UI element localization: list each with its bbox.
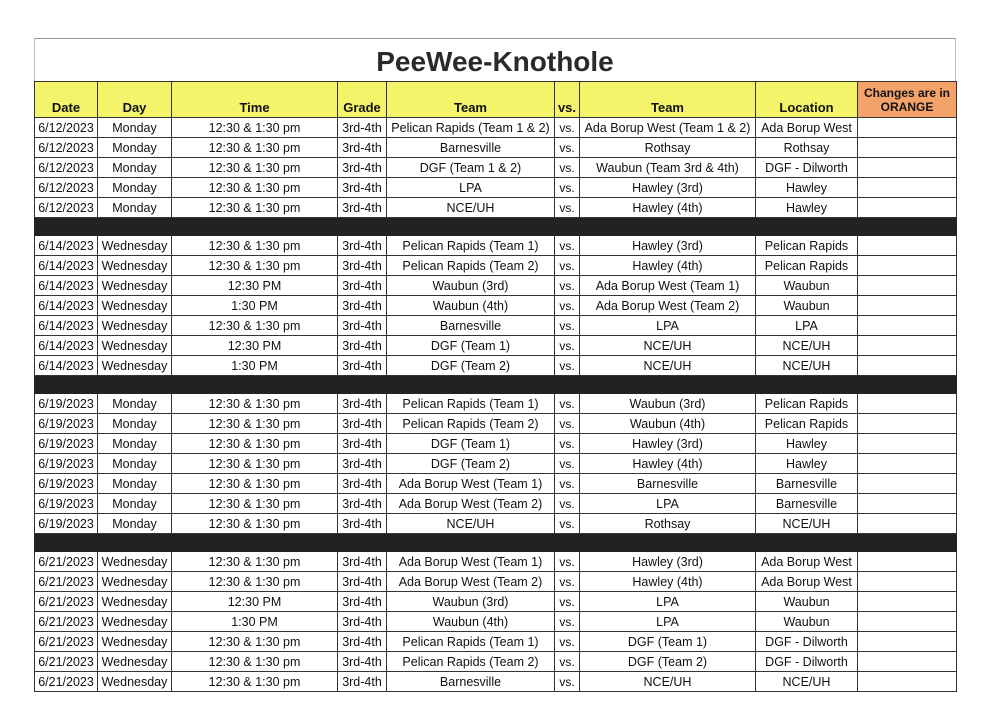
separator-bar [35, 376, 957, 394]
cell-date: 6/19/2023 [35, 474, 98, 494]
cell-time: 12:30 & 1:30 pm [172, 494, 338, 514]
cell-location: Hawley [756, 454, 858, 474]
cell-change [858, 474, 957, 494]
cell-team-away: Waubun (4th) [580, 414, 756, 434]
cell-date: 6/19/2023 [35, 434, 98, 454]
table-row [35, 414, 957, 434]
cell-day: Wednesday [98, 336, 172, 356]
cell-time: 12:30 PM [172, 592, 338, 612]
cell-change [858, 454, 957, 474]
table-row [35, 552, 957, 572]
cell-vs: vs. [555, 414, 580, 434]
cell-location: DGF - Dilworth [756, 632, 858, 652]
cell-team-away: Hawley (3rd) [580, 552, 756, 572]
cell-day: Wednesday [98, 612, 172, 632]
cell-time: 12:30 & 1:30 pm [172, 652, 338, 672]
cell-day: Monday [98, 158, 172, 178]
cell-time: 12:30 & 1:30 pm [172, 138, 338, 158]
cell-vs: vs. [555, 672, 580, 692]
cell-date: 6/21/2023 [35, 612, 98, 632]
cell-day: Monday [98, 474, 172, 494]
cell-grade: 3rd-4th [338, 414, 387, 434]
cell-vs: vs. [555, 178, 580, 198]
cell-time: 12:30 PM [172, 276, 338, 296]
cell-time: 12:30 & 1:30 pm [172, 514, 338, 534]
cell-day: Wednesday [98, 572, 172, 592]
cell-change [858, 434, 957, 454]
cell-grade: 3rd-4th [338, 552, 387, 572]
table-row [35, 672, 957, 692]
header-team-away: Team [580, 82, 756, 118]
cell-date: 6/21/2023 [35, 672, 98, 692]
cell-location: Pelican Rapids [756, 394, 858, 414]
cell-vs: vs. [555, 592, 580, 612]
cell-location: DGF - Dilworth [756, 652, 858, 672]
header-row [35, 82, 957, 118]
cell-vs: vs. [555, 632, 580, 652]
cell-team-home: Pelican Rapids (Team 1 & 2) [387, 118, 555, 138]
cell-team-home: Pelican Rapids (Team 2) [387, 414, 555, 434]
cell-location: Ada Borup West [756, 572, 858, 592]
table-row [35, 236, 957, 256]
cell-team-away: LPA [580, 316, 756, 336]
cell-change [858, 514, 957, 534]
cell-day: Monday [98, 414, 172, 434]
cell-grade: 3rd-4th [338, 236, 387, 256]
cell-date: 6/12/2023 [35, 198, 98, 218]
cell-team-home: DGF (Team 2) [387, 454, 555, 474]
cell-day: Monday [98, 434, 172, 454]
cell-time: 12:30 & 1:30 pm [172, 572, 338, 592]
header-team-home: Team [387, 82, 555, 118]
cell-grade: 3rd-4th [338, 138, 387, 158]
cell-change [858, 158, 957, 178]
cell-team-home: Waubun (4th) [387, 296, 555, 316]
cell-date: 6/12/2023 [35, 118, 98, 138]
cell-date: 6/21/2023 [35, 552, 98, 572]
cell-date: 6/19/2023 [35, 394, 98, 414]
week-separator-row [35, 218, 957, 236]
cell-grade: 3rd-4th [338, 612, 387, 632]
cell-team-away: Hawley (4th) [580, 572, 756, 592]
cell-time: 12:30 & 1:30 pm [172, 552, 338, 572]
cell-team-home: Ada Borup West (Team 2) [387, 494, 555, 514]
cell-team-home: Waubun (3rd) [387, 592, 555, 612]
cell-change [858, 356, 957, 376]
cell-change [858, 494, 957, 514]
cell-team-home: Waubun (4th) [387, 612, 555, 632]
table-row [35, 652, 957, 672]
cell-location: Hawley [756, 178, 858, 198]
cell-vs: vs. [555, 494, 580, 514]
schedule-table [34, 81, 957, 692]
cell-team-away: Rothsay [580, 138, 756, 158]
cell-day: Wednesday [98, 236, 172, 256]
cell-team-home: DGF (Team 1) [387, 434, 555, 454]
cell-time: 12:30 & 1:30 pm [172, 118, 338, 138]
cell-team-home: Barnesville [387, 138, 555, 158]
cell-grade: 3rd-4th [338, 394, 387, 414]
cell-grade: 3rd-4th [338, 198, 387, 218]
cell-vs: vs. [555, 356, 580, 376]
cell-change [858, 336, 957, 356]
cell-team-home: Ada Borup West (Team 1) [387, 474, 555, 494]
cell-time: 12:30 & 1:30 pm [172, 316, 338, 336]
cell-grade: 3rd-4th [338, 434, 387, 454]
cell-change [858, 118, 957, 138]
cell-change [858, 552, 957, 572]
cell-grade: 3rd-4th [338, 514, 387, 534]
cell-team-home: Pelican Rapids (Team 2) [387, 652, 555, 672]
cell-date: 6/19/2023 [35, 494, 98, 514]
cell-change [858, 198, 957, 218]
cell-vs: vs. [555, 434, 580, 454]
cell-date: 6/21/2023 [35, 592, 98, 612]
cell-location: NCE/UH [756, 356, 858, 376]
cell-team-away: Rothsay [580, 514, 756, 534]
cell-team-home: NCE/UH [387, 198, 555, 218]
table-row [35, 592, 957, 612]
cell-team-away: Waubun (Team 3rd & 4th) [580, 158, 756, 178]
cell-vs: vs. [555, 652, 580, 672]
cell-location: Barnesville [756, 474, 858, 494]
cell-change [858, 296, 957, 316]
cell-day: Monday [98, 198, 172, 218]
cell-location: Pelican Rapids [756, 414, 858, 434]
table-row [35, 256, 957, 276]
cell-date: 6/14/2023 [35, 316, 98, 336]
cell-team-away: Hawley (3rd) [580, 178, 756, 198]
cell-day: Wednesday [98, 296, 172, 316]
cell-grade: 3rd-4th [338, 276, 387, 296]
cell-day: Wednesday [98, 256, 172, 276]
cell-time: 12:30 PM [172, 336, 338, 356]
cell-team-away: DGF (Team 1) [580, 632, 756, 652]
header-time: Time [172, 82, 338, 118]
cell-grade: 3rd-4th [338, 356, 387, 376]
cell-team-home: Ada Borup West (Team 2) [387, 572, 555, 592]
table-row [35, 572, 957, 592]
cell-team-home: LPA [387, 178, 555, 198]
schedule-body [35, 118, 957, 692]
cell-date: 6/14/2023 [35, 256, 98, 276]
cell-day: Monday [98, 514, 172, 534]
cell-change [858, 592, 957, 612]
cell-location: Barnesville [756, 494, 858, 514]
table-row [35, 632, 957, 652]
header-vs: vs. [555, 82, 580, 118]
cell-grade: 3rd-4th [338, 118, 387, 138]
cell-grade: 3rd-4th [338, 296, 387, 316]
cell-team-home: Barnesville [387, 672, 555, 692]
cell-day: Wednesday [98, 316, 172, 336]
cell-time: 12:30 & 1:30 pm [172, 454, 338, 474]
cell-time: 12:30 & 1:30 pm [172, 474, 338, 494]
cell-time: 12:30 & 1:30 pm [172, 434, 338, 454]
cell-date: 6/14/2023 [35, 356, 98, 376]
cell-date: 6/21/2023 [35, 572, 98, 592]
cell-team-away: LPA [580, 592, 756, 612]
cell-day: Wednesday [98, 356, 172, 376]
cell-vs: vs. [555, 612, 580, 632]
cell-change [858, 178, 957, 198]
cell-vs: vs. [555, 552, 580, 572]
cell-location: Waubun [756, 592, 858, 612]
cell-date: 6/12/2023 [35, 178, 98, 198]
cell-team-home: Waubun (3rd) [387, 276, 555, 296]
cell-change [858, 672, 957, 692]
separator-bar [35, 218, 957, 236]
cell-time: 12:30 & 1:30 pm [172, 414, 338, 434]
cell-location: Ada Borup West [756, 552, 858, 572]
cell-change [858, 572, 957, 592]
table-row [35, 296, 957, 316]
cell-team-away: Ada Borup West (Team 2) [580, 296, 756, 316]
cell-vs: vs. [555, 256, 580, 276]
cell-change [858, 632, 957, 652]
cell-day: Monday [98, 178, 172, 198]
header-location: Location [756, 82, 858, 118]
cell-change [858, 414, 957, 434]
cell-vs: vs. [555, 138, 580, 158]
cell-date: 6/19/2023 [35, 514, 98, 534]
cell-date: 6/19/2023 [35, 454, 98, 474]
cell-grade: 3rd-4th [338, 652, 387, 672]
cell-time: 12:30 & 1:30 pm [172, 672, 338, 692]
cell-location: Waubun [756, 276, 858, 296]
table-row [35, 336, 957, 356]
cell-location: NCE/UH [756, 336, 858, 356]
cell-time: 12:30 & 1:30 pm [172, 178, 338, 198]
table-row [35, 454, 957, 474]
cell-day: Monday [98, 494, 172, 514]
cell-team-home: Barnesville [387, 316, 555, 336]
cell-team-away: NCE/UH [580, 672, 756, 692]
cell-change [858, 138, 957, 158]
cell-change [858, 256, 957, 276]
header-day: Day [98, 82, 172, 118]
cell-location: Pelican Rapids [756, 256, 858, 276]
table-row [35, 276, 957, 296]
header-grade: Grade [338, 82, 387, 118]
cell-date: 6/14/2023 [35, 296, 98, 316]
cell-team-away: NCE/UH [580, 336, 756, 356]
cell-change [858, 276, 957, 296]
cell-grade: 3rd-4th [338, 316, 387, 336]
cell-vs: vs. [555, 276, 580, 296]
cell-team-away: Hawley (4th) [580, 256, 756, 276]
cell-grade: 3rd-4th [338, 178, 387, 198]
cell-day: Wednesday [98, 276, 172, 296]
cell-team-home: Ada Borup West (Team 1) [387, 552, 555, 572]
cell-vs: vs. [555, 118, 580, 138]
cell-day: Monday [98, 138, 172, 158]
cell-team-away: LPA [580, 612, 756, 632]
table-row [35, 494, 957, 514]
cell-vs: vs. [555, 514, 580, 534]
cell-vs: vs. [555, 236, 580, 256]
cell-day: Wednesday [98, 592, 172, 612]
cell-team-away: Ada Borup West (Team 1) [580, 276, 756, 296]
cell-grade: 3rd-4th [338, 256, 387, 276]
cell-vs: vs. [555, 336, 580, 356]
header-changes-line1: Changes are in [863, 85, 951, 100]
cell-time: 12:30 & 1:30 pm [172, 198, 338, 218]
cell-grade: 3rd-4th [338, 672, 387, 692]
cell-location: Rothsay [756, 138, 858, 158]
cell-team-home: Pelican Rapids (Team 1) [387, 632, 555, 652]
cell-date: 6/21/2023 [35, 652, 98, 672]
cell-change [858, 316, 957, 336]
cell-location: LPA [756, 316, 858, 336]
table-row [35, 138, 957, 158]
table-row [35, 474, 957, 494]
cell-team-away: Ada Borup West (Team 1 & 2) [580, 118, 756, 138]
cell-day: Wednesday [98, 552, 172, 572]
cell-date: 6/12/2023 [35, 158, 98, 178]
cell-day: Wednesday [98, 672, 172, 692]
cell-time: 12:30 & 1:30 pm [172, 158, 338, 178]
schedule-sheet [34, 38, 956, 692]
table-row [35, 158, 957, 178]
cell-vs: vs. [555, 474, 580, 494]
header-changes [858, 82, 957, 118]
cell-grade: 3rd-4th [338, 572, 387, 592]
cell-team-away: Hawley (4th) [580, 198, 756, 218]
cell-team-away: Barnesville [580, 474, 756, 494]
cell-grade: 3rd-4th [338, 336, 387, 356]
table-row [35, 356, 957, 376]
cell-team-away: Hawley (3rd) [580, 236, 756, 256]
cell-location: Ada Borup West [756, 118, 858, 138]
cell-vs: vs. [555, 572, 580, 592]
cell-team-away: NCE/UH [580, 356, 756, 376]
header-changes-line2: ORANGE [880, 99, 934, 114]
cell-vs: vs. [555, 158, 580, 178]
cell-team-home: DGF (Team 2) [387, 356, 555, 376]
cell-vs: vs. [555, 454, 580, 474]
table-row [35, 118, 957, 138]
week-separator-row [35, 376, 957, 394]
cell-date: 6/21/2023 [35, 632, 98, 652]
cell-location: NCE/UH [756, 672, 858, 692]
cell-time: 12:30 & 1:30 pm [172, 632, 338, 652]
cell-time: 12:30 & 1:30 pm [172, 394, 338, 414]
cell-team-home: NCE/UH [387, 514, 555, 534]
cell-grade: 3rd-4th [338, 474, 387, 494]
cell-location: Waubun [756, 296, 858, 316]
cell-vs: vs. [555, 394, 580, 414]
cell-day: Wednesday [98, 632, 172, 652]
cell-team-away: Hawley (4th) [580, 454, 756, 474]
cell-grade: 3rd-4th [338, 494, 387, 514]
cell-time: 1:30 PM [172, 296, 338, 316]
cell-team-home: Pelican Rapids (Team 2) [387, 256, 555, 276]
table-row [35, 434, 957, 454]
cell-team-home: DGF (Team 1) [387, 336, 555, 356]
cell-location: Hawley [756, 198, 858, 218]
cell-location: Hawley [756, 434, 858, 454]
cell-date: 6/14/2023 [35, 336, 98, 356]
table-row [35, 514, 957, 534]
cell-team-away: LPA [580, 494, 756, 514]
cell-grade: 3rd-4th [338, 454, 387, 474]
cell-date: 6/19/2023 [35, 414, 98, 434]
cell-team-home: Pelican Rapids (Team 1) [387, 236, 555, 256]
cell-location: Pelican Rapids [756, 236, 858, 256]
cell-date: 6/14/2023 [35, 276, 98, 296]
table-row [35, 612, 957, 632]
table-row [35, 394, 957, 414]
cell-team-home: DGF (Team 1 & 2) [387, 158, 555, 178]
table-row [35, 198, 957, 218]
cell-time: 1:30 PM [172, 356, 338, 376]
cell-day: Monday [98, 118, 172, 138]
cell-location: Waubun [756, 612, 858, 632]
page-title: PeeWee-Knothole [34, 38, 956, 81]
cell-team-away: Hawley (3rd) [580, 434, 756, 454]
cell-location: NCE/UH [756, 514, 858, 534]
cell-vs: vs. [555, 198, 580, 218]
table-row [35, 178, 957, 198]
cell-team-home: Pelican Rapids (Team 1) [387, 394, 555, 414]
cell-day: Monday [98, 454, 172, 474]
week-separator-row [35, 534, 957, 552]
cell-day: Wednesday [98, 652, 172, 672]
cell-change [858, 652, 957, 672]
cell-change [858, 236, 957, 256]
cell-location: DGF - Dilworth [756, 158, 858, 178]
header-date: Date [35, 82, 98, 118]
cell-vs: vs. [555, 296, 580, 316]
cell-team-away: DGF (Team 2) [580, 652, 756, 672]
cell-grade: 3rd-4th [338, 632, 387, 652]
cell-time: 12:30 & 1:30 pm [172, 256, 338, 276]
cell-date: 6/14/2023 [35, 236, 98, 256]
table-row [35, 316, 957, 336]
cell-team-away: Waubun (3rd) [580, 394, 756, 414]
cell-date: 6/12/2023 [35, 138, 98, 158]
cell-grade: 3rd-4th [338, 592, 387, 612]
cell-grade: 3rd-4th [338, 158, 387, 178]
separator-bar [35, 534, 957, 552]
cell-time: 12:30 & 1:30 pm [172, 236, 338, 256]
cell-vs: vs. [555, 316, 580, 336]
cell-day: Monday [98, 394, 172, 414]
cell-change [858, 394, 957, 414]
cell-change [858, 612, 957, 632]
cell-time: 1:30 PM [172, 612, 338, 632]
